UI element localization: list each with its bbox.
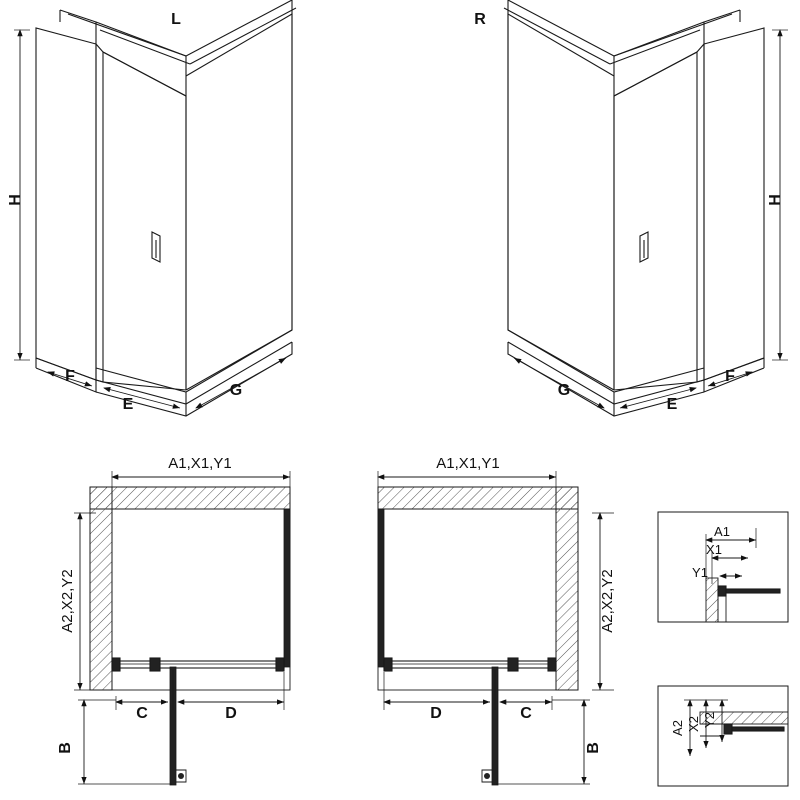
detail-top-x1-label: X1 xyxy=(706,542,722,557)
iso-right-f-label: F xyxy=(725,368,735,385)
iso-left-e-label: E xyxy=(122,396,134,413)
iso-left-f-label: F xyxy=(65,368,75,385)
plan-right-top-dim-label: A1,X1,Y1 xyxy=(436,455,500,472)
iso-right-g-label: G xyxy=(557,382,571,399)
plan-left-dim-d-label: D xyxy=(225,705,237,722)
iso-right-title: R xyxy=(474,11,486,28)
iso-left-g-label: G xyxy=(229,382,243,399)
detail-bottom-y2-label: Y2 xyxy=(702,712,717,728)
iso-left-title: L xyxy=(171,11,181,28)
iso-right-height-label: H xyxy=(767,194,784,206)
detail-bottom-x2-label: X2 xyxy=(686,716,701,732)
iso-right-e-label: E xyxy=(666,396,678,413)
plan-right-side-dim-label: A2,X2,Y2 xyxy=(599,569,616,633)
detail-top-a1-label: A1 xyxy=(714,524,730,539)
iso-view-left xyxy=(14,0,296,416)
plan-right-dim-b-label: B xyxy=(585,742,602,754)
plan-left-top-dim-label: A1,X1,Y1 xyxy=(168,455,232,472)
plan-left-side-dim-label: A2,X2,Y2 xyxy=(59,569,76,633)
plan-left-dim-b-label: B xyxy=(57,742,74,754)
iso-view-right xyxy=(504,0,788,416)
plan-view-left xyxy=(74,471,290,785)
plan-right-dim-d-label: D xyxy=(430,705,442,722)
detail-top-y1-label: Y1 xyxy=(692,565,708,580)
plan-view-right xyxy=(378,471,614,785)
iso-left-height-label: H xyxy=(7,194,24,206)
detail-bottom-a2-label: A2 xyxy=(670,720,685,736)
plan-right-dim-c-label: C xyxy=(520,705,532,722)
plan-left-dim-c-label: C xyxy=(136,705,148,722)
